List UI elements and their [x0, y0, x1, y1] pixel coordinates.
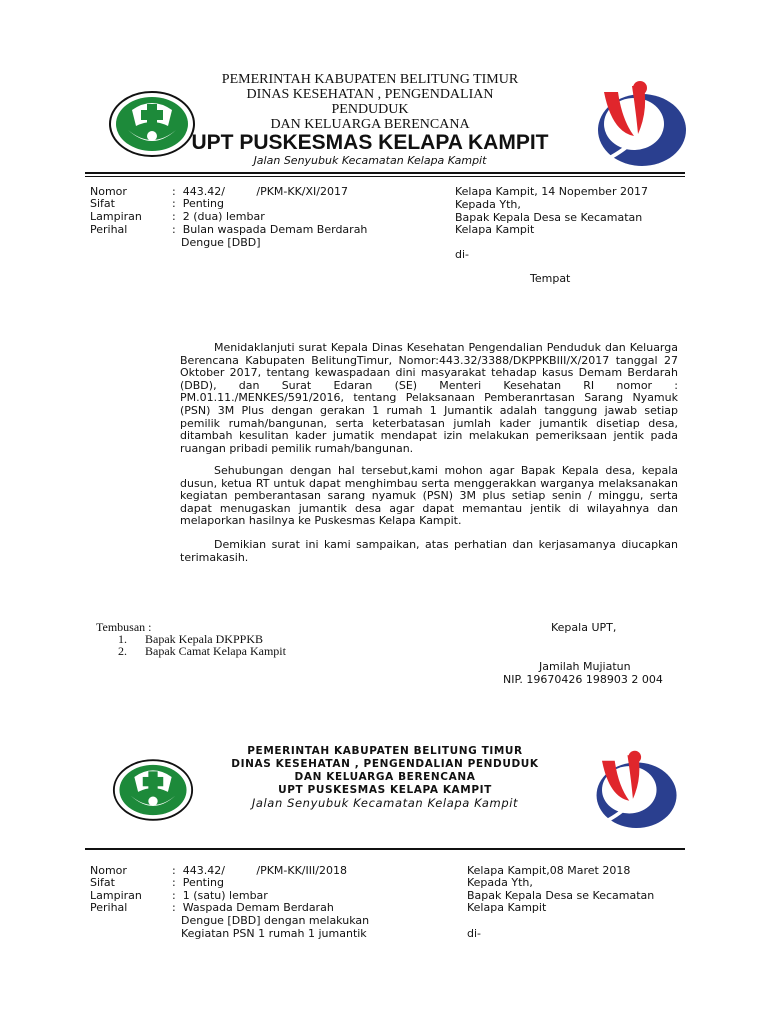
- recipient-place: Kelapa Kampit: [455, 223, 535, 236]
- signature-position: Kepala UPT,: [551, 621, 617, 634]
- paragraph-line: pemilik rumah/bangunan, serta keterbatasan jumlah kader jumantik disetiap desa,: [180, 416, 678, 430]
- sifat-value: : Penting: [172, 197, 225, 210]
- body-paragraph-3: [180, 539, 678, 564]
- recipient-di: di-: [455, 248, 470, 261]
- signature-nip: NIP. 19670426 198903 2 004: [503, 673, 663, 686]
- paragraph-line: melaporkan hasilnya ke Puskesmas Kelapa Kampit.: [180, 514, 462, 528]
- puskesmas-logo-icon: [582, 742, 682, 834]
- paragraph-line: Sehubungan dengan hal tersebut,kami mohon agar Bapak Kepala desa, kepala: [214, 464, 678, 477]
- paragraph-line: Oktober 2017, tentang kewaspadaan dini masyarakat tehadap kasus Demam Berdarah: [180, 366, 678, 380]
- sifat-label: Sifat: [90, 197, 115, 210]
- header-title: UPT PUSKESMAS KELAPA KAMPIT: [191, 131, 549, 154]
- lampiran2-label: Lampiran: [90, 889, 142, 902]
- kepada2-label: Kepada Yth,: [467, 876, 533, 889]
- lampiran2-value: : 1 (satu) lembar: [172, 889, 268, 902]
- kepada-label: Kepada Yth,: [455, 198, 521, 211]
- recipient-tempat: Tempat: [530, 272, 571, 285]
- header-line-1: PEMERINTAH KABUPATEN BELITUNG TIMUR: [221, 72, 519, 87]
- lampiran-value: : 2 (dua) lembar: [172, 210, 265, 223]
- recipient2-di: di-: [467, 927, 482, 940]
- perihal2-value-1: : Waspada Demam Berdarah: [172, 901, 334, 914]
- paragraph-line: dapat menugaskan jumantik desa agar dapat memantau jentik di wilayahnya dan: [180, 501, 678, 515]
- paragraph-line: terimakasih.: [180, 550, 249, 564]
- paragraph-line: Menidaklanjuti surat Kepala Dinas Kesehatan Pengendalian Penduduk dan Keluarga: [214, 341, 678, 354]
- sifat2-value: : Penting: [172, 876, 225, 889]
- paragraph-line: ditambah kesulitan kader jumatik mendapat izin melakukan pemeriksaan jentik pada: [180, 429, 678, 443]
- letter-date: Kelapa Kampit, 14 Nopember 2017: [455, 185, 648, 198]
- header2-line-1: PEMERINTAH KABUPATEN BELITUNG TIMUR: [247, 745, 523, 757]
- perihal-value-2: Dengue [DBD]: [181, 236, 261, 249]
- body-paragraph-1: [180, 342, 678, 455]
- paragraph-line: Berencana Kabupaten BelitungTimur, Nomor:443.32/3388/DKPPKBIII/X/2017 tanggal 27: [180, 353, 678, 367]
- nomor2-value: : 443.42/ /PKM-KK/III/2018: [172, 864, 347, 877]
- tembusan-item-1: 1. Bapak Kepala DKPPKB: [118, 632, 263, 646]
- header-rule: [85, 172, 685, 174]
- tembusan-item-2: 2. Bapak Camat Kelapa Kampit: [118, 644, 286, 658]
- header2-line-2: DINAS KESEHATAN , PENGENDALIAN PENDUDUK: [231, 758, 539, 770]
- header-line-3: PENDUDUK: [331, 102, 409, 117]
- paragraph-line: ruangan pribadi pemilik rumah/bangunan.: [180, 441, 414, 455]
- recipient2-name: Bapak Kepala Desa se Kecamatan: [467, 889, 655, 902]
- sifat2-label: Sifat: [90, 876, 115, 889]
- signature-name: Jamilah Mujiatun: [539, 660, 631, 673]
- letter2-date: Kelapa Kampit,08 Maret 2018: [467, 864, 631, 877]
- header2-line-3: DAN KELUARGA BERENCANA: [294, 771, 476, 783]
- health-logo-icon: [108, 90, 196, 158]
- perihal2-value-3: Kegiatan PSN 1 rumah 1 jumantik: [181, 927, 367, 940]
- paragraph-line: dusun, ketua RT untuk dapat menghimbau serta menggerakkan warganya melaksanakan: [180, 476, 678, 490]
- paragraph-line: Demikian surat ini kami sampaikan, atas perhatian dan kerjasamanya diucapkan: [214, 538, 678, 551]
- perihal-value-1: : Bulan waspada Demam Berdarah: [172, 223, 368, 236]
- recipient2-place: Kelapa Kampit: [467, 901, 547, 914]
- health-logo-icon: [112, 758, 194, 822]
- header-line-4: DAN KELUARGA BERENCANA: [270, 117, 470, 132]
- puskesmas-logo-icon: [582, 72, 692, 172]
- perihal2-label: Perihal: [90, 901, 128, 914]
- perihal2-value-2: Dengue [DBD] dengan melakukan: [181, 914, 370, 927]
- header2-rule: [85, 848, 685, 850]
- header-address: Jalan Senyubuk Kecamatan Kelapa Kampit: [253, 154, 487, 167]
- paragraph-line: PM.01.11./MENKES/591/2016, tentang Pelaksanaan Pemberanrtasan Sarang Nyamuk: [180, 391, 678, 405]
- paragraph-line: kegiatan pemberantasan sarang nyamuk (PSN) 3M plus setiap senin / minggu, serta: [180, 489, 678, 503]
- nomor2-label: Nomor: [90, 864, 127, 877]
- perihal-label: Perihal: [90, 223, 128, 236]
- paragraph-line: (PSN) 3M Plus dengan gerakan 1 rumah 1 Jumantik adalah tanggung jawab setiap: [180, 403, 678, 417]
- tembusan-label: Tembusan :: [96, 620, 152, 634]
- header2-address: Jalan Senyubuk Kecamatan Kelapa Kampit: [251, 796, 519, 810]
- recipient-name: Bapak Kepala Desa se Kecamatan: [455, 211, 643, 224]
- body-paragraph-2: [180, 465, 678, 528]
- paragraph-line: (DBD), dan Surat Edaran (SE) Menteri Kesehatan RI nomor :: [180, 378, 678, 392]
- header-rule-thin: [85, 176, 685, 177]
- nomor-value: : 443.42/ /PKM-KK/XI/2017: [172, 185, 348, 198]
- header2-line-4: UPT PUSKESMAS KELAPA KAMPIT: [278, 784, 492, 796]
- header-line-2: DINAS KESEHATAN , PENGENDALIAN: [246, 87, 494, 102]
- nomor-label: Nomor: [90, 185, 127, 198]
- lampiran-label: Lampiran: [90, 210, 142, 223]
